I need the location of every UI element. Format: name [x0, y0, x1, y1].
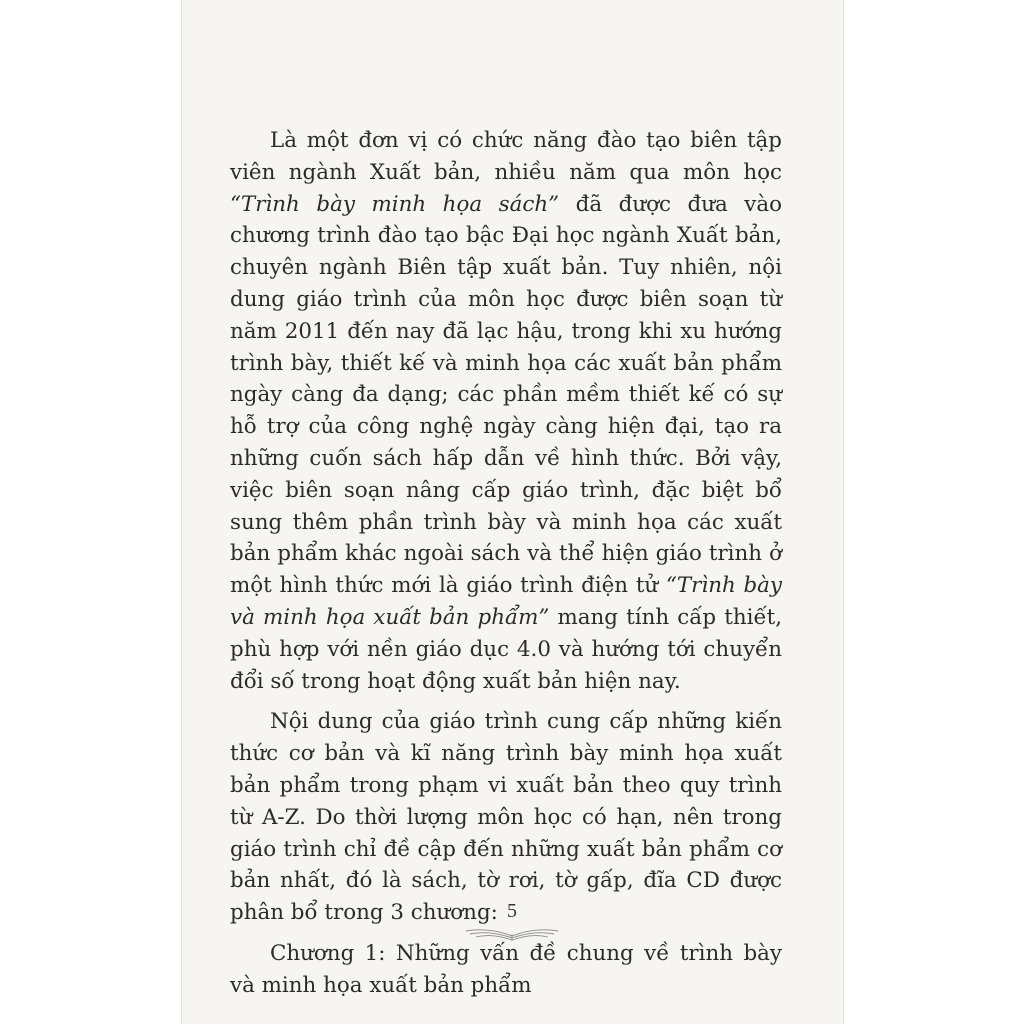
open-book-icon — [462, 922, 562, 944]
italic-title: “Trình bày minh họa sách” — [230, 191, 560, 217]
paragraph-text: Là một đơn vị có chức năng đào tạo biên tập viên ngành Xuất bản, nhiều năm qua môn học — [230, 128, 782, 185]
paragraph-text: Chương 1: Những vấn đề chung về trình bày và minh họa xuất bản phẩm — [230, 940, 782, 998]
body-text — [230, 125, 782, 1002]
paragraph — [230, 125, 782, 697]
italic-title: “Trình bày và minh họa xuất bản phẩm” — [230, 573, 783, 630]
paragraph — [230, 706, 782, 929]
paragraph-text: mang tính cấp thiết, phù hợp với nền giáo dục 4.0 và hướng tới chuyển đổi số trong hoạt động xuất bản hiện nay. — [230, 604, 783, 694]
paragraph-text: Nội dung của giáo trình cung cấp những kiến thức cơ bản và kĩ năng trình bày minh họa xuất bản phẩm trong phạm vi xuất bản theo quy trình từ A-Z. Do thời lượng môn học có hạn, nên trong giáo trình chỉ đề cập đến những xuất bản phẩm cơ bản nhất, đó là sách, tờ rơi, tờ gấp, đĩa CD được phân bổ trong 3 chương: — [230, 709, 782, 926]
page-number: 5 — [507, 900, 517, 922]
paragraph-text: đã được đưa vào chương trình đào tạo bậc Đại học ngành Xuất bản, chuyên ngành Biên tập xuất bản. Tuy nhiên, nội dung giáo trình của môn học được biên soạn từ năm 2011 đến nay đã lạc hậu, trong khi xu hướng trình bày, thiết kế và minh họa các xuất bản phẩm ngày càng đa dạng; các phần mềm thiết kế có sự hỗ trợ của công nghệ ngày càng hiện đại, tạo ra những cuốn sách hấp dẫn về hình thức. Bởi vậy, việc biên soạn nâng cấp giáo trình, đặc biệt bổ sung thêm phần trình bày và minh họa các xuất bản phẩm khác ngoài sách và thể hiện giáo trình ở một hình thức mới là giáo trình điện tử — [230, 191, 782, 599]
paragraph — [230, 938, 782, 1002]
